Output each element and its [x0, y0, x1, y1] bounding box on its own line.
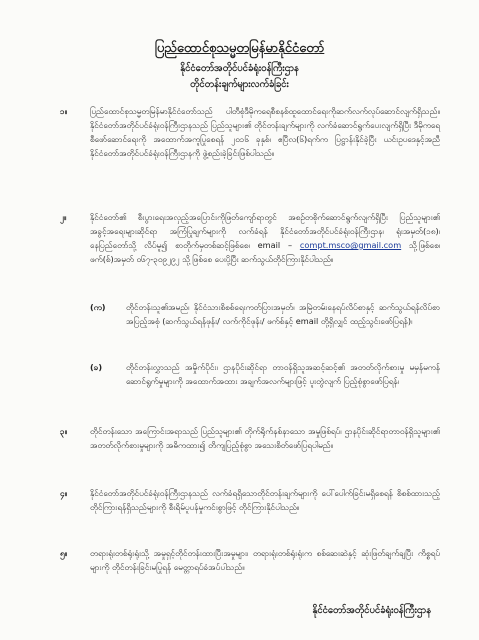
paragraph-text-part: နိုင်ငံတော်၏ စီးပွားရေးအလှည့်အပြောင်းကိုဖြတ်ကျော်ရာတွင် အစဉ်တစိုက်ဆောင်ရွက်လျက်ရှိပြီး ပြည်သူများ၏ အခွင့်အရေးများဆိုင်ရာ အကြံပြုချက်များကို လက်ခံရန် နိုင်ငံတော်အတိုင်ပင်ခံရုံးဝန်ကြီးဌာန၊ ရုံးအမှတ်(၁၈)၊ နေပြည်တော်သို့ လိပ်မူ၍ စာတိုက်မှတစ်ဆင့်ဖြစ်စေ၊ email – [90, 212, 440, 250]
subitem-ka [90, 300, 440, 328]
paragraph-number: ၁။ [60, 106, 68, 116]
paragraph-text: တိုင်တန်းသော အကြောင်းအရာသည် ပြည်သူများ၏ တိုက်ရိုက်နစ်နာသော အမှုဖြစ်ရပ်၊ ဌာနပိုင်းဆိုင်ရာတာဝန်ရှိသူများ၏ အတတ်လိုက်စားမှုများကို အဓိကထား၍ တိကျပြည့်စုံစွာ အသေးစိတ်ဖော်ပြရပါမည်။ [90, 426, 440, 450]
subitem-text: တိုင်တန်းလွှာသည် အမှိုက်ပိုင်း၊ ဌာနပိုင်းဆိုင်ရာ တာဝန်ရှိသူအဆင့်ဆင့်၏ အတတ်လိုက်စားမှု မမှန်မကန်ဆောင်ရွက်မှုများကို အထောက်အထား အချက်အလက်များဖြင့် ပူးတွဲလျက် ပြည့်စုံစွာဖော်ပြရန်၊ [126, 362, 440, 386]
email-link[interactable]: compt.msco@gmail.com [299, 240, 402, 250]
paragraph-1 [60, 104, 440, 160]
subitem-number: (က) [90, 302, 106, 312]
paragraph-text-part: သို့ဖြစ်စေ၊ ဖက်(စ်)အမှတ် ၀၆၇-၃၀၉၂၉၂ သို့ဖြစ်စေ ပေးပို့ပြီး ဆက်သွယ်တိုင်ကြားနိုင်ပါသည်။ [90, 240, 440, 264]
paragraph-text [90, 210, 440, 266]
paragraph-number: ၄။ [60, 488, 68, 498]
paragraph-number: ၅။ [60, 548, 68, 558]
paragraph-number: ၂။ [60, 212, 67, 222]
subitem-number: (ခ) [90, 362, 103, 372]
paragraph-3 [60, 424, 440, 452]
paragraph-5 [60, 546, 440, 574]
paragraph-4 [60, 486, 440, 514]
document-title: ပြည်ထောင်စုသမ္မတမြန်မာနိုင်ငံတော် [154, 41, 325, 56]
office-name: နိုင်ငံတော်အတိုင်ပင်ခံရုံးဝန်ကြီးဌာန [180, 63, 299, 74]
paragraph-text: တရားရုံးတစ်ရုံးရုံးသို့ အမှုရှင့်တိုင်တန်းထားပြီးအမှုများ၊ တရားရုံးတစ်ရုံးရုံးက စစ်ဆေးဆဲနှင့် ဆုံးဖြတ်ချက်ချပြီး ကိစ္စရပ်များကို တိုင်တန်းခြင်းမပြုရန် မေတ္တာရပ်ခံအပ်ပါသည်။ [90, 548, 440, 572]
paragraph-text: ပြည်ထောင်စုသမ္မတမြန်မာနိုင်ငံတော်သည် ပါတီစုံဒီမိုကရေစီစနစ်ထူထောင်ရေးကိုဆက်လက်လုပ်ဆောင်လျက်ရှိသည်။ နိုင်ငံတော်အတိုင်ပင်ခံရုံးဝန်ကြီးဌာနသည် ပြည်သူများ၏ တိုင်တန်းချက်များကို လက်ခံဆောင်ရွက်ပေးလျက်ရှိပြီး ဒီမိုကရေစီဖော်ဆောင်ရေးကို အထောက်အကူပြုစေရန် ၂၀၁၆ ခုနှစ်၊ ဧပြီလ(၆)ရက်က ပြဋ္ဌာန်းနိုင်ခဲ့ပြီး ယင်းဥပဒေနှင့်အညီ နိုင်ငံတော်အတိုင်ပင်ခံရုံးဝန်ကြီးဌာနကို ဖွဲ့စည်းခဲ့ခြင်းဖြစ်ပါသည်။ [90, 106, 440, 158]
paragraph-number: ၃။ [60, 426, 68, 436]
subitem-text: တိုင်တန်းသူ၏အမည်၊ နိုင်ငံသားစိစစ်ရေးကတ်ပြားအမှတ်၊ အမြဲတမ်းနေရပ်လိပ်စာနှင့် ဆက်သွယ်ရန်လိပ်စာအပြည့်အစုံ (ဆက်သွယ်ရန်ဖုန်း/ လက်ကိုင်ဖုန်း/ ဖက်စ်နှင့် email တို့ရှိလျှင် ထည့်သွင်းဖော်ပြရန်)၊ [126, 302, 440, 326]
paragraph-2 [60, 210, 440, 266]
paragraph-text: နိုင်ငံတော်အတိုင်ပင်ခံရုံးဝန်ကြီးဌာနသည် လက်ခံရရှိသောတိုင်တန်းချက်များကို ပေါ်ပေါက်ခြင်းမရှိစေရန် စိစစ်ထားသည့် တိုင်ကြားရန်ရှိသည်များကို စီးရိမ်ပူပန်မှုကင်းစွာဖြင့် တိုင်ကြားနိုင်ပါသည်။ [90, 488, 440, 512]
signature-block: နိုင်ငံတော်အတိုင်ပင်ခံရုံးဝန်ကြီးဌာန [312, 605, 431, 616]
document-subject: တိုင်တန်းချက်များလက်ခံခြင်း [190, 79, 289, 90]
subitem-kha [90, 360, 440, 388]
